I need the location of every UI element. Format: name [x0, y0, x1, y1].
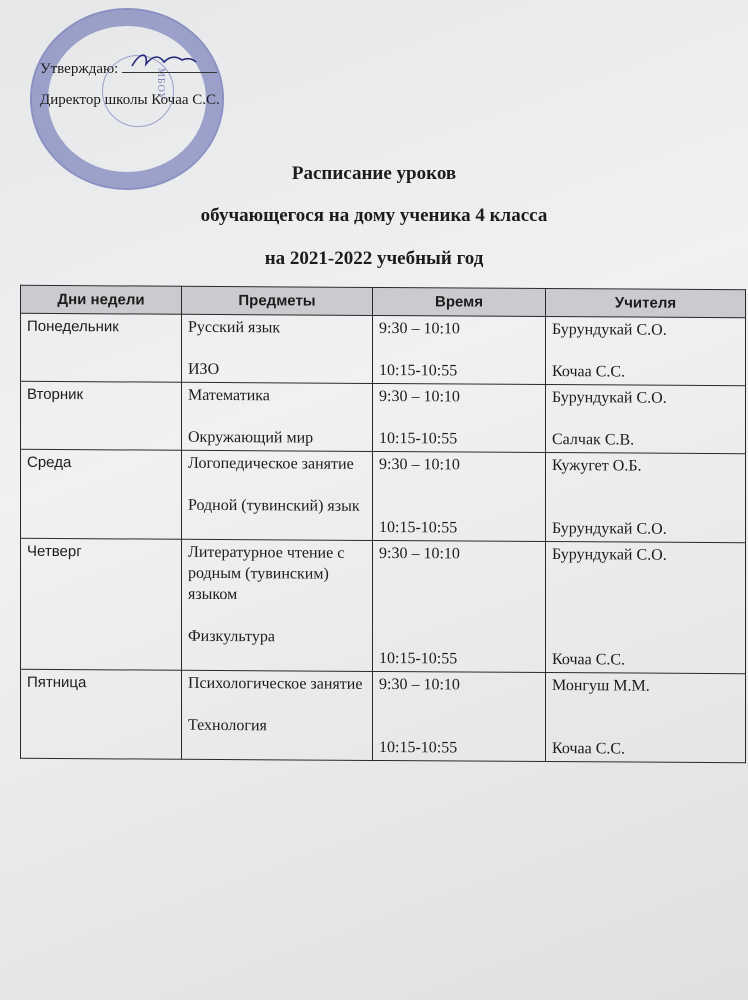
subject-1: Русский язык — [188, 318, 281, 337]
subject-1: Психологическое занятие — [188, 674, 363, 693]
title-line-3: на 2021-2022 учебный год — [264, 248, 484, 269]
day-cell: Среда — [21, 449, 182, 539]
table-row — [21, 449, 746, 542]
header-subjects: Предметы — [182, 286, 373, 315]
subject-2: ИЗО — [188, 360, 220, 378]
subject-1: Литературное чтение с родным (тувинским) языком — [188, 543, 345, 604]
subject-1: Математика — [188, 386, 270, 405]
title-line-1: Расписание уроков — [291, 163, 457, 184]
subjects-cell — [182, 314, 373, 383]
time-2: 10:15-10:55 — [379, 429, 458, 448]
subjects-cell — [182, 450, 373, 540]
time-2: 10:15-10:55 — [379, 518, 458, 537]
teacher-2: Кочаа С.С. — [552, 740, 626, 758]
teacher-2: Кочаа С.С. — [552, 651, 626, 669]
table-header-row — [21, 285, 746, 317]
header-teachers: Учителя — [546, 288, 746, 317]
time-cell — [373, 671, 546, 761]
title-line-2: обучающегося на дому ученика 4 класса — [200, 205, 548, 226]
subject-2: Физкультура — [188, 627, 275, 646]
stamp-text: МБОУ — [155, 68, 166, 101]
day-cell: Понедельник — [21, 313, 182, 382]
teachers-cell — [546, 672, 746, 762]
time-1: 9:30 – 10:10 — [379, 544, 460, 563]
teacher-2: Салчак С.В. — [552, 431, 635, 449]
table-row — [21, 669, 746, 762]
table-row — [21, 313, 746, 385]
director-label: Директор школы Кочаа С.С. — [40, 92, 220, 108]
subject-2: Технология — [188, 716, 267, 735]
subject-1: Логопедическое занятие — [188, 454, 354, 473]
time-1: 9:30 – 10:10 — [379, 455, 460, 474]
teachers-cell — [546, 452, 746, 542]
schedule-table — [20, 285, 746, 763]
time-cell — [373, 540, 546, 672]
time-2: 10:15-10:55 — [379, 361, 458, 380]
approve-label: Утверждаю: — [40, 61, 119, 77]
time-1: 9:30 – 10:10 — [379, 319, 460, 338]
teacher-1: Бурундукай С.О. — [552, 546, 667, 564]
teachers-cell — [546, 384, 746, 453]
header-time: Время — [373, 287, 546, 316]
subject-2: Родной (тувинский) язык — [188, 496, 360, 515]
subject-2: Окружающий мир — [188, 428, 314, 447]
time-2: 10:15-10:55 — [379, 649, 458, 668]
time-cell — [373, 383, 546, 452]
time-2: 10:15-10:55 — [379, 738, 458, 757]
day-cell: Пятница — [21, 669, 182, 759]
subjects-cell — [182, 382, 373, 451]
time-1: 9:30 – 10:10 — [379, 387, 460, 406]
teacher-1: Бурундукай С.О. — [552, 321, 667, 339]
teacher-1: Монгуш М.М. — [552, 677, 650, 695]
time-cell — [373, 451, 546, 541]
signature-mark — [130, 50, 198, 72]
teacher-2: Кочаа С.С. — [552, 363, 626, 381]
table-row — [21, 538, 746, 673]
subjects-cell — [182, 670, 373, 760]
teacher-2: Бурундукай С.О. — [552, 520, 667, 538]
day-cell: Вторник — [21, 381, 182, 450]
teachers-cell — [546, 316, 746, 385]
subjects-cell — [182, 539, 373, 671]
teachers-cell — [546, 541, 746, 673]
table-row — [21, 381, 746, 453]
teacher-1: Бурундукай С.О. — [552, 389, 667, 407]
header-days: Дни недели — [21, 285, 182, 314]
day-cell: Четверг — [21, 538, 182, 670]
teacher-1: Кужугет О.Б. — [552, 457, 642, 475]
time-cell — [373, 315, 546, 384]
time-1: 9:30 – 10:10 — [379, 675, 460, 694]
